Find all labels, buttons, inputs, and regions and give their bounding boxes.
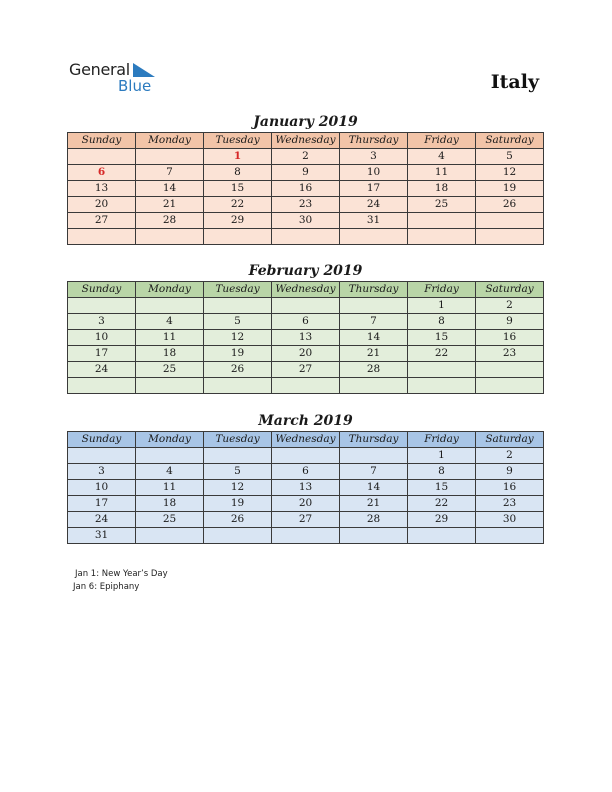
day-cell — [408, 362, 476, 378]
week-row — [68, 346, 544, 362]
day-cell: 3 — [68, 464, 136, 480]
day-cell: 21 — [136, 197, 204, 213]
day-cell: 5 — [204, 464, 272, 480]
day-cell: 10 — [340, 165, 408, 181]
day-cell: 14 — [340, 480, 408, 496]
day-cell: 12 — [476, 165, 544, 181]
day-cell: 12 — [204, 480, 272, 496]
weekday-header: Wednesday — [272, 282, 340, 298]
day-cell — [340, 528, 408, 544]
day-cell: 23 — [272, 197, 340, 213]
day-cell: 4 — [408, 149, 476, 165]
weekday-header: Sunday — [68, 133, 136, 149]
day-cell: 29 — [204, 213, 272, 229]
weekday-header: Friday — [408, 282, 476, 298]
weekday-header: Saturday — [476, 432, 544, 448]
day-cell — [136, 448, 204, 464]
day-cell: 13 — [272, 480, 340, 496]
day-cell: 23 — [476, 496, 544, 512]
day-cell — [68, 378, 136, 394]
calendar-table — [67, 132, 544, 245]
day-cell — [476, 378, 544, 394]
day-cell: 28 — [340, 362, 408, 378]
day-cell: 2 — [272, 149, 340, 165]
day-cell — [340, 298, 408, 314]
day-cell: 16 — [272, 181, 340, 197]
day-cell — [340, 378, 408, 394]
day-cell — [204, 528, 272, 544]
day-cell: 8 — [204, 165, 272, 181]
week-row — [68, 229, 544, 245]
week-row — [68, 213, 544, 229]
day-cell: 3 — [340, 149, 408, 165]
day-cell — [204, 229, 272, 245]
day-cell — [136, 229, 204, 245]
weekday-header: Thursday — [340, 282, 408, 298]
day-cell: 24 — [68, 512, 136, 528]
day-cell: 17 — [68, 496, 136, 512]
day-cell — [136, 378, 204, 394]
day-cell: 3 — [68, 314, 136, 330]
holiday-note: Jan 1: New Year’s Day — [75, 569, 168, 579]
month-title: March 2019 — [258, 413, 353, 429]
day-cell: 17 — [340, 181, 408, 197]
day-cell: 24 — [68, 362, 136, 378]
day-cell: 4 — [136, 314, 204, 330]
day-cell — [272, 448, 340, 464]
day-cell: 25 — [136, 362, 204, 378]
day-cell: 26 — [204, 362, 272, 378]
day-cell — [408, 229, 476, 245]
day-cell — [272, 528, 340, 544]
day-cell: 7 — [340, 464, 408, 480]
day-cell: 16 — [476, 330, 544, 346]
day-cell: 24 — [340, 197, 408, 213]
week-row — [68, 464, 544, 480]
day-cell — [272, 298, 340, 314]
day-cell: 31 — [340, 213, 408, 229]
day-cell: 15 — [408, 480, 476, 496]
weekday-header: Saturday — [476, 133, 544, 149]
day-cell: 13 — [272, 330, 340, 346]
day-cell — [272, 229, 340, 245]
month-march — [67, 411, 544, 544]
day-cell: 14 — [340, 330, 408, 346]
day-cell: 21 — [340, 496, 408, 512]
weekday-header: Saturday — [476, 282, 544, 298]
day-cell: 19 — [204, 496, 272, 512]
day-cell — [204, 448, 272, 464]
day-cell: 8 — [408, 314, 476, 330]
calendar-table — [67, 431, 544, 544]
day-cell: 31 — [68, 528, 136, 544]
week-row — [68, 197, 544, 213]
day-cell: 23 — [476, 346, 544, 362]
calendar-table — [67, 281, 544, 394]
weekday-header: Tuesday — [204, 282, 272, 298]
day-cell — [408, 528, 476, 544]
month-title: February 2019 — [248, 263, 363, 279]
weekday-header: Monday — [136, 432, 204, 448]
day-cell: 7 — [340, 314, 408, 330]
logo-triangle-icon — [133, 63, 155, 77]
weekday-header: Wednesday — [272, 133, 340, 149]
weekday-header: Tuesday — [204, 133, 272, 149]
weekday-header: Monday — [136, 133, 204, 149]
day-cell — [204, 378, 272, 394]
day-cell: 14 — [136, 181, 204, 197]
day-cell: 19 — [476, 181, 544, 197]
week-row — [68, 165, 544, 181]
day-cell: 2 — [476, 448, 544, 464]
weekday-header-row — [68, 282, 544, 298]
week-row — [68, 149, 544, 165]
day-cell — [204, 298, 272, 314]
holiday-note: Jan 6: Epiphany — [73, 582, 140, 592]
day-cell — [476, 362, 544, 378]
day-cell: 20 — [68, 197, 136, 213]
day-cell: 15 — [204, 181, 272, 197]
day-cell: 26 — [204, 512, 272, 528]
day-cell: 1 — [204, 149, 272, 165]
weekday-header: Thursday — [340, 133, 408, 149]
week-row — [68, 512, 544, 528]
day-cell: 19 — [204, 346, 272, 362]
day-cell: 11 — [136, 330, 204, 346]
day-cell — [68, 229, 136, 245]
day-cell: 18 — [136, 346, 204, 362]
day-cell: 28 — [340, 512, 408, 528]
day-cell: 2 — [476, 298, 544, 314]
day-cell: 13 — [68, 181, 136, 197]
weekday-header: Tuesday — [204, 432, 272, 448]
day-cell: 1 — [408, 448, 476, 464]
day-cell: 15 — [408, 330, 476, 346]
week-row — [68, 448, 544, 464]
week-row — [68, 496, 544, 512]
day-cell — [408, 213, 476, 229]
day-cell: 7 — [136, 165, 204, 181]
day-cell: 20 — [272, 496, 340, 512]
day-cell: 9 — [476, 464, 544, 480]
day-cell: 25 — [136, 512, 204, 528]
day-cell: 11 — [136, 480, 204, 496]
day-cell — [476, 213, 544, 229]
weekday-header: Friday — [408, 133, 476, 149]
day-cell — [340, 229, 408, 245]
day-cell — [408, 378, 476, 394]
day-cell: 4 — [136, 464, 204, 480]
weekday-header: Sunday — [68, 432, 136, 448]
week-row — [68, 362, 544, 378]
day-cell: 5 — [476, 149, 544, 165]
day-cell: 27 — [272, 512, 340, 528]
day-cell: 30 — [476, 512, 544, 528]
day-cell: 20 — [272, 346, 340, 362]
day-cell: 27 — [68, 213, 136, 229]
day-cell — [272, 378, 340, 394]
week-row — [68, 378, 544, 394]
day-cell: 10 — [68, 480, 136, 496]
day-cell: 6 — [272, 464, 340, 480]
day-cell — [68, 149, 136, 165]
day-cell: 16 — [476, 480, 544, 496]
day-cell — [476, 229, 544, 245]
day-cell: 28 — [136, 213, 204, 229]
month-title: January 2019 — [253, 114, 358, 130]
day-cell: 21 — [340, 346, 408, 362]
month-february — [67, 261, 544, 394]
day-cell: 22 — [204, 197, 272, 213]
day-cell — [340, 448, 408, 464]
day-cell — [136, 149, 204, 165]
day-cell: 29 — [408, 512, 476, 528]
day-cell: 11 — [408, 165, 476, 181]
day-cell: 1 — [408, 298, 476, 314]
day-cell: 17 — [68, 346, 136, 362]
week-row — [68, 181, 544, 197]
day-cell: 5 — [204, 314, 272, 330]
day-cell: 27 — [272, 362, 340, 378]
week-row — [68, 330, 544, 346]
day-cell — [136, 528, 204, 544]
week-row — [68, 298, 544, 314]
weekday-header: Thursday — [340, 432, 408, 448]
weekday-header: Monday — [136, 282, 204, 298]
weekday-header-row — [68, 432, 544, 448]
day-cell: 18 — [136, 496, 204, 512]
day-cell: 10 — [68, 330, 136, 346]
logo-word-general: General — [69, 60, 130, 79]
week-row — [68, 528, 544, 544]
day-cell: 6 — [68, 165, 136, 181]
week-row — [68, 480, 544, 496]
weekday-header: Sunday — [68, 282, 136, 298]
weekday-header: Wednesday — [272, 432, 340, 448]
day-cell: 9 — [272, 165, 340, 181]
week-row — [68, 314, 544, 330]
day-cell — [68, 298, 136, 314]
holiday-notes — [75, 568, 168, 594]
day-cell: 22 — [408, 496, 476, 512]
day-cell: 30 — [272, 213, 340, 229]
day-cell: 22 — [408, 346, 476, 362]
day-cell — [136, 298, 204, 314]
logo-word-blue: Blue — [118, 77, 152, 95]
day-cell: 6 — [272, 314, 340, 330]
day-cell: 18 — [408, 181, 476, 197]
month-january — [67, 112, 544, 245]
day-cell: 26 — [476, 197, 544, 213]
day-cell: 12 — [204, 330, 272, 346]
day-cell — [476, 528, 544, 544]
day-cell: 9 — [476, 314, 544, 330]
day-cell — [68, 448, 136, 464]
country-title: Italy — [490, 71, 539, 93]
weekday-header-row — [68, 133, 544, 149]
day-cell: 25 — [408, 197, 476, 213]
weekday-header: Friday — [408, 432, 476, 448]
generalblue-logo — [69, 60, 164, 96]
day-cell: 8 — [408, 464, 476, 480]
